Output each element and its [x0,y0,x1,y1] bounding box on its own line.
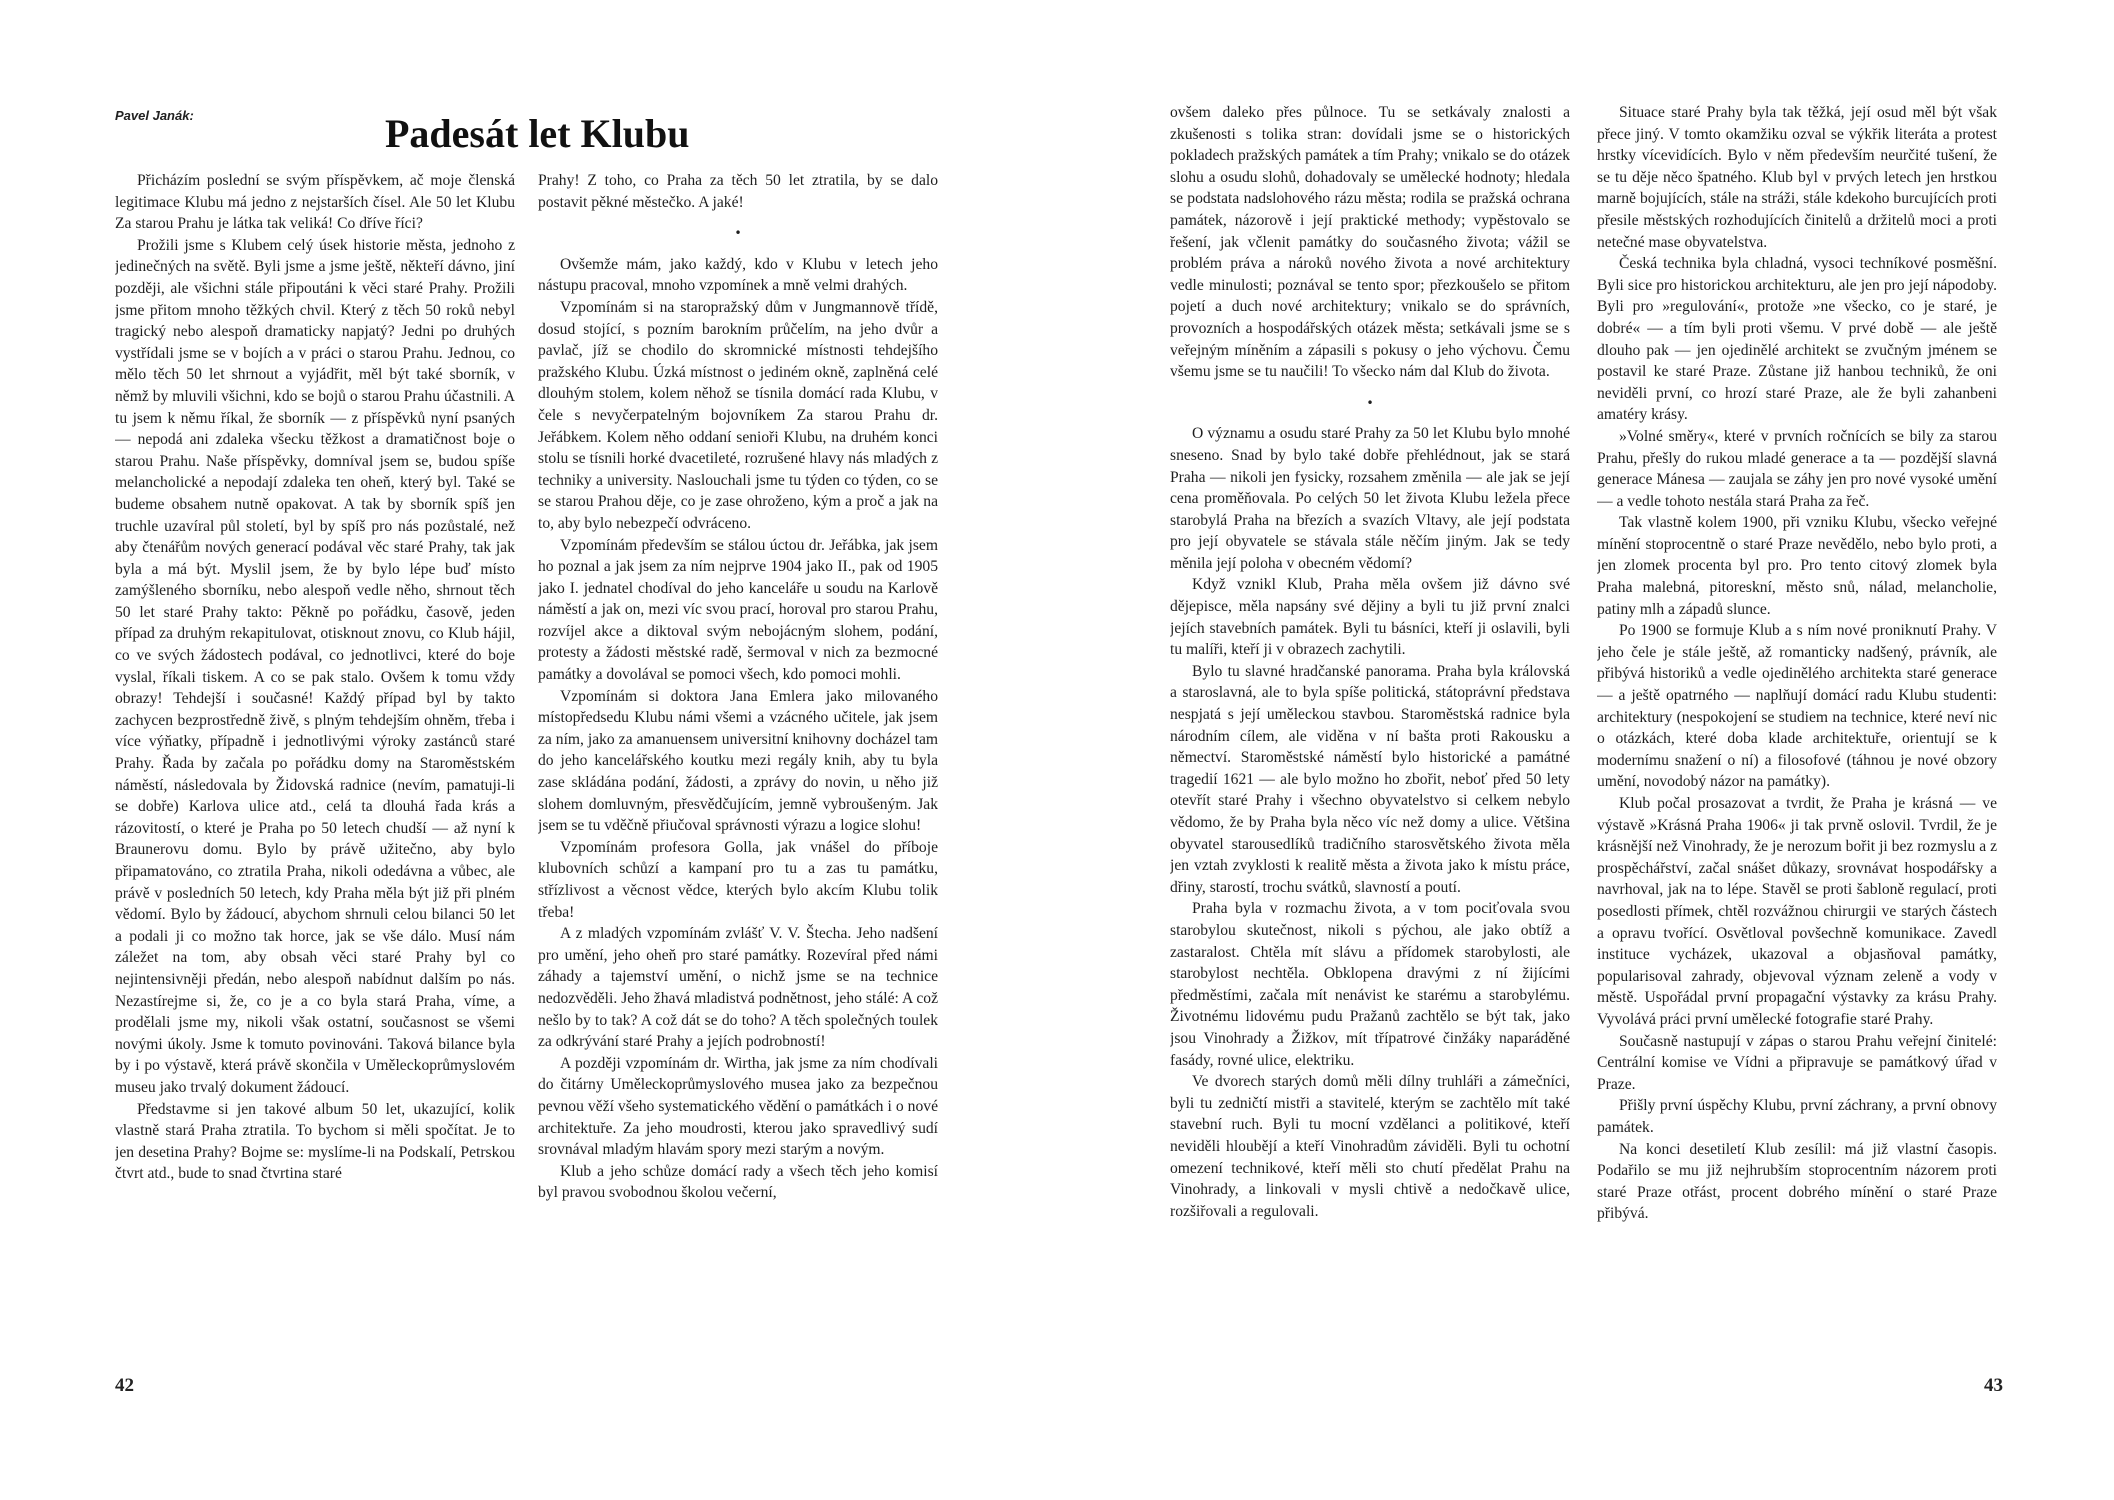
paragraph: Přišly první úspěchy Klubu, první záchrany, a první obnovy památek. [1597,1097,1997,1136]
right-page-column-2 [1597,102,1997,1417]
paragraph: Představme si jen takové album 50 let, ukazující, kolik vlastně stará Praha ztratila. To bychom si měli spočítat. Je to jen desetina Prahy? Bojme se: myslíme-li na Podskalí, Petrskou čtvrt atd., bude to snad čtvrtina staré [115,1100,515,1183]
page-number-right: 43 [1984,1375,2003,1396]
paragraph: Bylo tu slavné hradčanské panorama. Praha byla královská a staroslavná, ale to byla spíše politická, státoprávní představa nespjatá s její uměleckou stavbou. Staroměstská radnice byla národním cílem, ale viděna v ní bašta proti Rakousku a němectví. Staroměstské náměstí bylo historické a památné tragedií 1621 — ale bylo možno ho zbořit, neboť před 50 lety otevřít staré Prahy i všechno obyvatelstvo si celkem nebylo vědomo, že by Praha byla něco víc než domy a ulice. Většina obyvatel starousedlíků tradičního starosvětského života měla jen vztah zvyklosti k realitě města a života jako k místu práce, dřiny, starostí, trochu svátků, slavností a poutí. [1170,662,1570,896]
paragraph: Klub a jeho schůze domácí rady a všech těch jeho komisí byl pravou svobodnou školou večerní, [538,1162,938,1202]
paragraph: A později vzpomínám dr. Wirtha, jak jsme za ním chodívali do čitárny Uměleckoprůmyslového musea jako za bezpečnou pevnou věží všeho systematického vědění o památkách i o nové architektuře. Za jeho moudrosti, kterou jako spravedlivý sudí srovnával mladým hlavám spory mezi starým a novým. [538,1054,938,1159]
paragraph: Vzpomínám především se stálou úctou dr. Jeřábka, jak jsem ho poznal a jak jsem za ním nejprve 1904 jako II., pak od 1905 jako I. jednatel chodíval do jeho kanceláře u soudu na Karlově náměstí a jak on, mezi víc svou prací, horoval pro starou Prahu, rozvíjel akce a diktoval svým nebojácným slohem, podání, protesty a žádosti městské radě, šermoval v nich za bezmocné památky a dovolával se pomoci všech, kdo pomoci mohli. [538,536,938,684]
left-page-column-2 [538,170,938,1420]
paragraph: Prahy! Z toho, co Praha za těch 50 let ztratila, by se dalo postavit pěkné městečko. A jaké! [538,172,938,211]
paragraph: Současně nastupují v zápas o starou Prahu veřejní činitelé: Centrální komise ve Vídni a připravuje se památkový úřad v Praze. [1597,1032,1997,1093]
paragraph: Vzpomínám si doktora Jana Emlera jako milovaného místopředsedu Klubu námi všemi a vzácného učitele, jak jsem za ním, jako za amanuensem universitní knihovny docházel tam do jeho kancelářského koutku mezi regály knih, aby tu byla zase skládána podání, žádosti, a zprávy do novin, u něho již slohem domluvným, přesvědčujícím, jemně vybroušeným. Jak jsem se tu vděčně přiučoval správnosti výrazu a logice slohu! [538,687,938,835]
paragraph: Vzpomínám profesora Golla, jak vnášel do příboje klubovních schůzí a kampaní pro tu a zas tu památku, střízlivost a věcnost vědce, kterých bylo akcím Klubu tolik třeba! [538,838,938,921]
right-page-column-1 [1170,102,1570,1417]
article-title: Padesát let Klubu [385,111,690,156]
paragraph: Po 1900 se formuje Klub a s ním nové proniknutí Prahy. V jeho čele je stále ještě, až romanticky nadšený, právník, ale přibývá historiků a vedle ojedinělého architekta staré generace — a ještě opatrného — naplňují domácí radu Klubu studenti: architektury (nespokojení se studiem na technice, které neví nic o otázkách, které doba klade architektuře, orientují se k modernímu snažení o ní) a filosofové (táhnou je nové obzory umění, novodobý názor na památky). [1597,622,1997,791]
left-page-column-1 [115,170,515,1420]
paragraph: O významu a osudu staré Prahy za 50 let Klubu bylo mnohé sneseno. Snad by bylo také dobře přehlédnout, jak se stará Praha — nikoli jen fysicky, rozsahem změnila — ale jak se její cena proměňovala. Po celých 50 let života Klubu ležela přece starobylá Praha na březích a svazích Vltavy, ale její podstata pro její obyvatele se stávala stále něčím jiným. Jak se tedy měnila její poloha v obecném vědomí? [1170,425,1570,572]
paragraph: Praha byla v rozmachu života, a v tom pociťovala svou starobylou skutečnost, nikoli s pýchou, ale jako obtíž a zastaralost. Chtěla mít slávu a přídomek starobylosti, ale starobylost nechtěla. Obklopena dravými z ní žijícími předměstími, začala mít nenávist ke starému a starobylému. Životnému lidovému pudu Pražanů zachtělo se být tak, jako jsou Vinohrady a Žižkov, mít třípatrové činžáky naparáděné fasády, rovné ulice, elektriku. [1170,900,1570,1069]
section-separator-bullet: • [734,226,742,241]
paragraph: Ve dvorech starých domů měli dílny truhláři a zámečníci, byli tu zedničtí mistři a stavitelé, kterým se zachtělo mít také stavební ruch. Byli tu mocní vzdělanci a politikové, kteří neviděli hloubějí a kteří Vinohradům záviděli. Byli tu ochotní omezení technikové, kteří měli sto chutí předělat Prahu na Vinohrady, a linkovali v mysli chtivě a nedočkavě ulice, rozšiřovali a regulovali. [1170,1073,1570,1220]
paragraph: A z mladých vzpomínám zvlášť V. V. Štecha. Jeho nadšení pro umění, jeho oheň pro staré památky. Rozevíral před námi záhady a tajemství umění, o nichž jsme se na technice nedozvěděli. Jeho žhavá mladistvá podnětnost, jeho stálé: A což nešlo by to tak? A což dát se do toho? A těch společných toulek za odkrývání staré Prahy a jejích podrobností! [538,925,938,1051]
page-number-left: 42 [115,1375,134,1396]
paragraph: Přicházím poslední se svým příspěvkem, ač moje členská legitimace Klubu má jedno z nejstarších čísel. Ale 50 let Klubu Za starou Prahu je látka tak veliká! Co dříve říci? [115,172,515,233]
paragraph: Tak vlastně kolem 1900, při vzniku Klubu, všecko veřejné mínění stoprocentně o staré Praze nevědělo, nebo bylo proti, a jen zlomek procenta byl pro. Pro tento citový zlomek byla Praha malebná, pitoreskní, město snů, nálad, melancholie, patiny mlh a západů slunce. [1597,514,1997,618]
paragraph: Když vznikl Klub, Praha měla ovšem již dávno své dějepisce, měla napsány své dějiny a byli tu již první znalci jejích stavebních památek. Byli tu básníci, kteří ji oslavili, byli tu malíři, kteří ji v obrazech zachytili. [1170,576,1570,659]
paragraph: Na konci desetiletí Klub zesílil: má již vlastní časopis. Podařilo se mu již nejhrubším stoprocentním názorem proti staré Praze otřást, procent dobrého mínění o staré Praze přibývá. [1597,1140,1997,1223]
paragraph: ovšem daleko přes půlnoce. Tu se setkávaly znalosti a zkušenosti s tolika stran: dovídali jsme se o historických pokladech pražských památek a tím Prahy; vnikalo se do otázek slohu a osudu slohů, dohadovaly se umělecké hodnoty; hledala se podstata nadslohového rázu města; rodila se pražská ochrana památek, názorově i její praktické methody; vypěstovalo se řešení, jak včlenit památky do současného života; vážil se problém práva a nároků nového života a nové architektury vedle minulosti; poznával se tento spor; přezkoušelo se přitom pojetí a duch nové architektury; vnikalo se do správních, provozních a hospodářských otázek města; setkávali jsme se s veřejným míněním a zápasili s pokusy o jeho výchovu. Čemu všemu jsme se tu naučili! To všecko nám dal Klub do života. [1170,104,1570,381]
paragraph: Prožili jsme s Klubem celý úsek historie města, jednoho z jedinečných na světě. Byli jsme a jsme ještě, někteří dávno, jiní později, ale všichni stále připoutáni k věci staré Prahy. Prožili jsme přitom mnoho těžkých chvil. Který z těch 50 roků nebyl tragický nebo alespoň dramaticky napjatý? Jedni po druhých vystřídali jsme se v bojích a v práci o starou Prahu. Jednou, co mělo těch 50 let shrnout a vyjádřit, měl být také sborník, v němž by mluvili všichni, kdo se bojů o starou Prahu účastnili. A tu jsem k němu říkal, že sborník — z příspěvků nyní psaných — nepodá ani zdaleka všecku těžkost a dramatičnost boje o starou Prahu. Naše příspěvky, domníval jsem se, budou spíše melancholické a nepodají zdaleka ten oheň, který byl. Také se budeme obsahem nutně opakovat. A tak by sborník spíš jen truchle uzavíral půl století, byl by spíš pro nás pozůstalé, než aby čtenářům nových generací podával věc staré Prahy, tak jak byla a má být. Myslil jsem, že by bylo lépe buď místo zamýšleného sborníku, nebo alespoň vedle něho, shrnout těch 50 let staré Prahy takto: Pěkně po pořádku, časově, jeden případ za druhým rekapitulovat, otisknout znovu, co Klub hájil, co ve svých žádostech podával, co jednotlivci, které do boje vyslal, říkali tiskem. A co se pak stalo. Ovšem k tomu vždy obrazy! Tehdejší i současné! Každý případ byl by takto zachycen bezprostředně živě, s plným tehdejším ohněm, třeba i více výňatky, případně i jednotlivými výroky zastánců staré Prahy. Řada by začala po pořádku domy na Staroměstském náměstí, následovala by Židovská radnice (nevím, pamatuji-li se dobře) Karlova ulice atd., celá ta dlouhá řada krás a rázovitostí, o které je Praha po 50 letech chudší — až nyní k Braunerovu domu. Bylo by právě užitečno, aby bylo připamatováno, co ztratila Praha, nikoli odedávna a vůbec, ale právě v posledních 50 letech, kdy Praha měla být již při plném vědomí. Bylo by žádoucí, abychom shrnuli celou bilanci 50 let a podali ji co možno tak horce, jak se vše dálo. Musí nám záležet na tom, aby obsah věci staré Prahy byl co nejintensivněji předán, nebo alespoň nabídnut dalším po nás. Nezastírejme si, že, co je a co byla stará Praha, víme, a prodělali jsme my, nikoli však ostatní, současnost se všemi novými úkoly. Jsme k tomuto povinováni. Taková bilance byla by i po výstavě, která právě skončila v Uměleckoprůmyslovém museu jako trvalý dokument žádoucí. [115,236,515,1096]
paragraph: Ovšemže mám, jako každý, kdo v Klubu v letech jeho nástupu pracoval, mnoho vzpomínek a mně velmi drahých. [538,255,938,295]
right-page [1057,0,2114,1500]
paragraph: Česká technika byla chladná, vysoci techníkové posměšní. Byli sice pro historickou architekturu, ale jen pro její nápodoby. Byli pro »regulování«, protože »ne všecko, co je staré, je dobré« — a tím byli proti všemu. V prvé době — ale ještě dlouho pak — jen ojedinělé architekt se zvučným jménem se postavil ke staré Praze. Zůstane již hanbou techniků, že oni neviděli první, co hrozí staré Praze, ale že byli zahanbeni amatéry krásy. [1597,255,1997,424]
paragraph: »Volné směry«, které v prvních ročnících se bily za starou Prahu, přešly do rukou mladé generace a ta — pozdější slavná generace Mánesa — zaujala se záhy jen pro nové vysoké umění — a vedle tohoto nestála stará Praha za řeč. [1597,427,1997,510]
paragraph: Situace staré Prahy byla tak těžká, její osud měl být však přece jiný. V tomto okamžiku ozval se výkřik literáta a protest hrstky vícevidících. Bylo v něm především neurčité tušení, že se tu děje něco špatného. Klub byl v prvých letech jen hrstkou marně bojujících, stále na stráži, stále kdekoho burcujících proti přesile městských rozhodujících činitelů a držitelů moci a proti netečné mase obyvatelstva. [1597,104,1997,251]
author-byline: Pavel Janák: [115,108,194,123]
paragraph: Vzpomínám si na staropražský dům v Jungmannově třídě, dosud stojící, s pozním barokním průčelím, na jeho dvůr a pavlač, jíž se chodilo do skromnické místnosti tehdejšího pražského Klubu. Úzká místnost o jediném okně, zaplněná celé dlouhým stolem, kolem něhož se tísnila domácí rada Klubu, v čele s nevyčerpatelným bojovníkem Za starou Prahu dr. Jeřábkem. Kolem něho oddaní senioři Klubu, na druhém konci stolu se tísnili horké dvacetileté, rozrušené hlavy nás mladých z techniky a university. Naslouchali jsme tu týden co týden, co se se starou Prahou děje, co je zase ohroženo, kým a proč a jak na to, aby bylo nebezpečí odvráceno. [538,298,938,532]
section-separator-bullet: • [1366,395,1374,410]
paragraph: Klub počal prosazovat a tvrdit, že Praha je krásná — ve výstavě »Krásná Praha 1906« ji tak prvně oslovil. Tvrdil, že je krásnější než Vinohrady, že je nerozum bořit ji bez rozmyslu a z prospěchářství, začal snášet důkazy, srovnávat hospodářsky a navrhoval, jak na to lépe. Stavěl se proti šabloně regulací, proti posedlosti přímek, chtěl rozvážnou chirurgii ve starých částech a opravu tvořící. Osvětloval povšechně komunikace. Zavedl instituce vycházek, ukazoval a objasňoval památky, popularisoval zahrady, objevoval význam zeleně a vody v městě. Uspořádal první propagační výstavky za krásu Prahy. Vyvolává práci první umělecké fotografie staré Prahy. [1597,795,1997,1028]
